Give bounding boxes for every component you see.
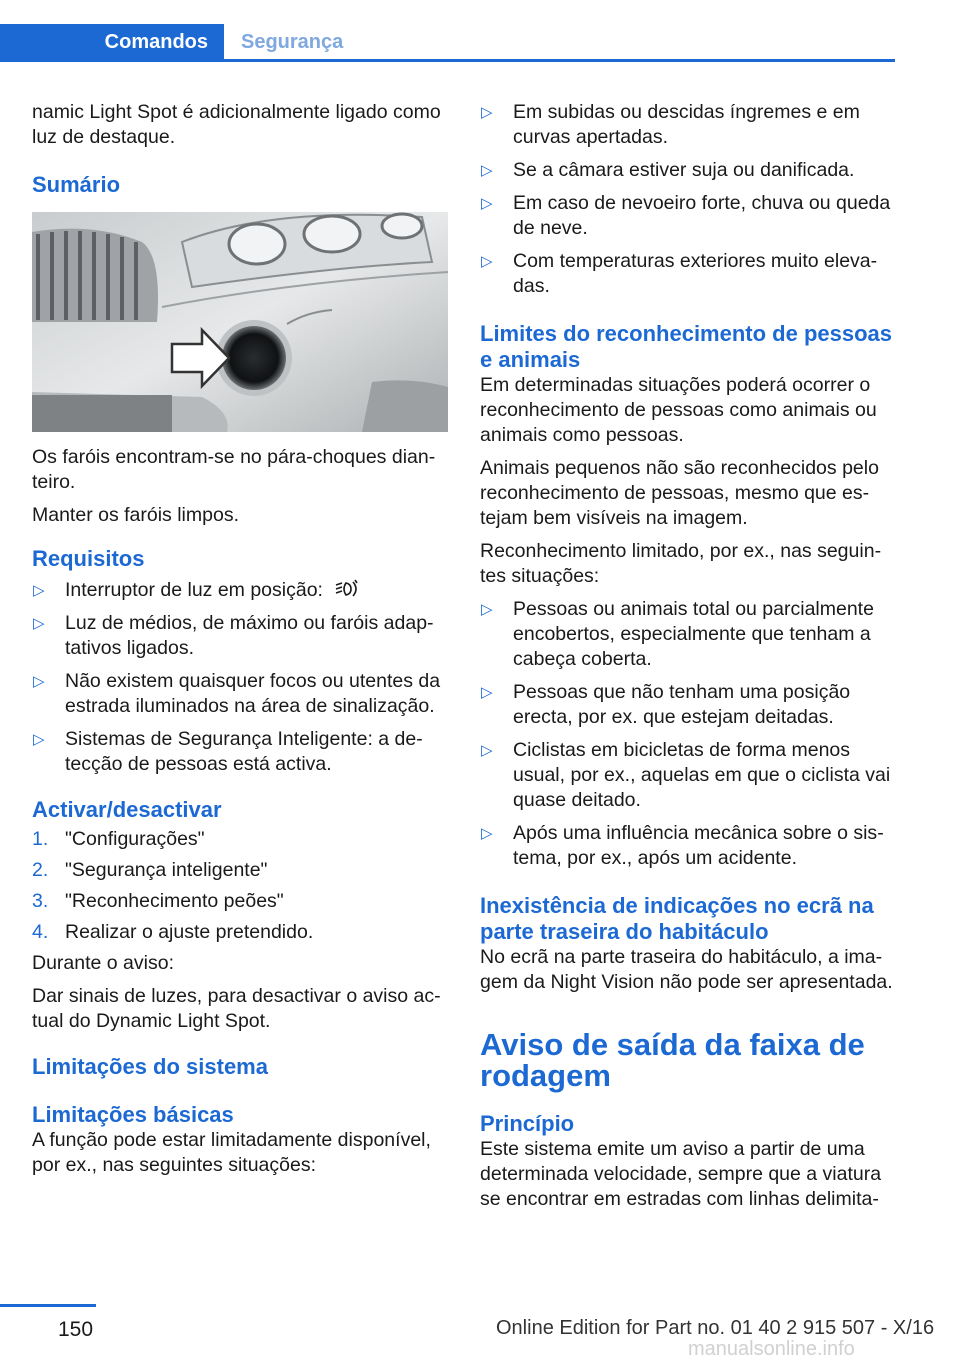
principle-text: Este sistema emite um aviso a partir de uma determinada velocidade, sempre que a viatura se encontrar em estradas com linhas delimita- (480, 1138, 882, 1210)
footer-rule (0, 1304, 96, 1307)
triangle-bullet-icon: ▷ (481, 162, 493, 179)
list-item (480, 738, 898, 813)
list-item-text: Ciclistas em bicicletas de forma menos usual, por ex., aquelas em que o ciclista vai quase deitado. (513, 739, 891, 811)
rear-display-heading: Inexistência de indicações no ecrã na parte traseira do habitáculo (480, 893, 874, 944)
basic-limits-heading: Limitações básicas (32, 1102, 234, 1127)
edition-text: Online Edition for Part no. 01 40 2 915 507 - X/16 (496, 1317, 935, 1339)
list-item-text: Com temperaturas exteriores muito elevadas. (513, 250, 878, 297)
recognition-list (480, 597, 898, 871)
triangle-bullet-icon: ▷ (481, 825, 493, 842)
header-tabs (0, 24, 895, 62)
triangle-bullet-icon: ▷ (481, 684, 493, 701)
list-item (32, 578, 450, 603)
principle-heading: Princípio (480, 1111, 575, 1136)
list-item (32, 669, 450, 719)
list-item-text: Em subidas ou descidas íngremes e em curvas apertadas. (513, 101, 860, 148)
triangle-bullet-icon: ▷ (481, 253, 493, 270)
list-item (480, 597, 898, 672)
list-item-text: Em caso de nevoeiro forte, chuva ou queda de neve. (513, 192, 891, 239)
step-text: "Configurações" (65, 828, 205, 850)
triangle-bullet-icon: ▷ (33, 582, 45, 599)
intro-text: namic Light Spot é adicionalmente ligado como luz de destaque. (32, 101, 441, 148)
tab-seguranca[interactable]: Segurança (241, 31, 344, 53)
list-item (480, 100, 898, 150)
during-warning-text: Dar sinais de luzes, para desactivar o aviso actual do Dynamic Light Spot. (32, 985, 441, 1032)
recognition-text-2: Animais pequenos não são reconhecidos pelo reconhecimento de pessoas, mesmo que estejam bem visíveis na imagem. (480, 457, 879, 529)
step-text: Realizar o ajuste pretendido. (65, 921, 314, 943)
watermark: manualsonline.info (688, 1338, 855, 1360)
list-item (480, 249, 898, 299)
requirements-list (32, 578, 450, 777)
list-item (32, 858, 450, 883)
step-number: 4. (32, 921, 49, 943)
triangle-bullet-icon: ▷ (481, 601, 493, 618)
list-item (480, 191, 898, 241)
list-item (32, 727, 450, 777)
list-item (480, 821, 898, 871)
activate-heading: Activar/desactivar (32, 797, 222, 822)
triangle-bullet-icon: ▷ (481, 104, 493, 121)
list-item-text: Não existem quaisquer focos ou utentes da estrada iluminados na área de sinalização. (65, 670, 441, 717)
recognition-text-1: Em determinadas situações poderá ocorrer o reconhecimento de pessoas como animais ou animais como pessoas. (480, 374, 877, 446)
car-front-illustration (32, 212, 448, 432)
list-item (32, 889, 450, 914)
caption-2: Manter os faróis limpos. (32, 504, 239, 526)
summary-heading: Sumário (32, 172, 121, 197)
right-column (480, 100, 898, 1220)
list-item-text: Interruptor de luz em posição: (65, 579, 323, 601)
list-item-text: Após uma influência mecânica sobre o sistema, por ex., após um acidente. (513, 822, 884, 869)
header-rule (0, 59, 895, 62)
steps-list (32, 827, 450, 945)
list-item-text: Pessoas que não tenham uma posição erecta, por ex. que estejam deitadas. (513, 681, 851, 728)
situations-list (480, 100, 898, 299)
triangle-bullet-icon: ▷ (33, 731, 45, 748)
list-item-text: Sistemas de Segurança Inteligente: a detecção de pessoas está activa. (65, 728, 423, 775)
lane-warning-heading: Aviso de saída da faixa de rodagem (480, 1027, 865, 1093)
caption-1: Os faróis encontram-se no pára-choques dianteiro. (32, 446, 436, 493)
step-number: 1. (32, 828, 49, 850)
page-number: 150 (58, 1318, 94, 1341)
triangle-bullet-icon: ▷ (33, 615, 45, 632)
requirements-heading: Requisitos (32, 546, 145, 571)
recognition-text-3: Reconhecimento limitado, por ex., nas seguintes situações: (480, 540, 882, 587)
list-item-text: Pessoas ou animais total ou parcialmente encobertos, especialmente que tenham a cabeça coberta. (513, 598, 874, 670)
limits-heading: Limitações do sistema (32, 1054, 268, 1079)
list-item-text: Se a câmara estiver suja ou danificada. (513, 159, 855, 181)
step-number: 3. (32, 890, 49, 912)
recognition-heading: Limites do reconhecimento de pessoas e animais (480, 321, 893, 372)
list-item (480, 680, 898, 730)
left-column (32, 100, 450, 1186)
headlight-figure (32, 212, 448, 432)
triangle-bullet-icon: ▷ (481, 195, 493, 212)
list-item-text: Luz de médios, de máximo ou faróis adaptativos ligados. (65, 612, 434, 659)
during-warning-label: Durante o aviso: (32, 952, 174, 974)
light-switch-auto-icon (334, 578, 360, 600)
rear-display-text: No ecrã na parte traseira do habitáculo, a imagem da Night Vision não pode ser apresentada. (480, 946, 893, 993)
triangle-bullet-icon: ▷ (33, 673, 45, 690)
step-text: "Segurança inteligente" (65, 859, 268, 881)
basic-limits-text: A função pode estar limitadamente disponível, por ex., nas seguintes situações: (32, 1129, 431, 1176)
list-item (480, 158, 898, 183)
step-number: 2. (32, 859, 49, 881)
list-item (32, 920, 450, 945)
step-text: "Reconhecimento peões" (65, 890, 284, 912)
list-item (32, 827, 450, 852)
tab-comandos[interactable]: Comandos (0, 24, 224, 59)
triangle-bullet-icon: ▷ (481, 742, 493, 759)
list-item (32, 611, 450, 661)
